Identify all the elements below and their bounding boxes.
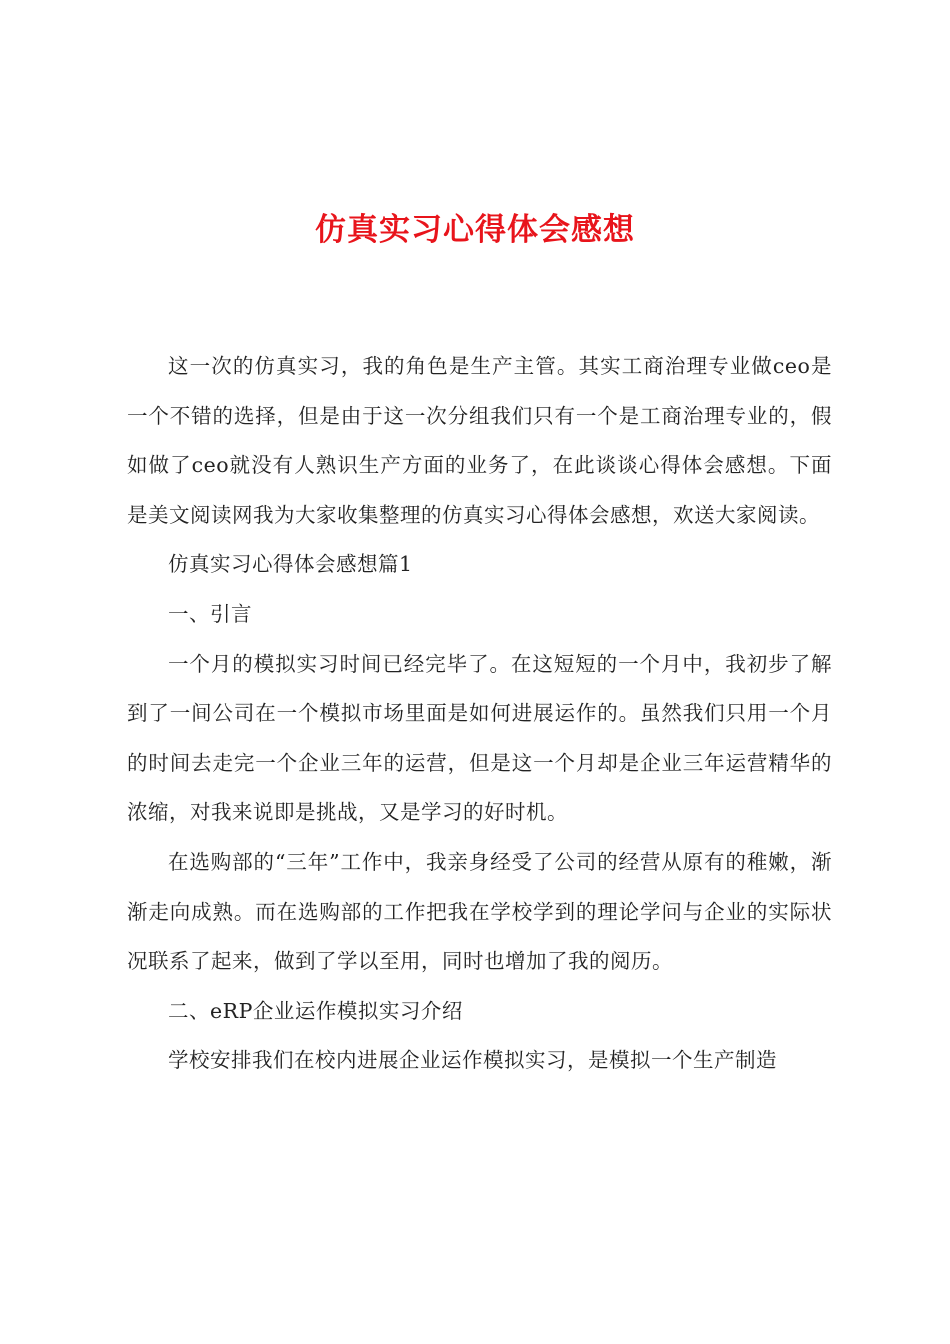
section-heading-erp: 二、eRP企业运作模拟实习介绍	[168, 998, 463, 1023]
section-heading-part1: 仿真实习心得体会感想篇1	[168, 552, 413, 577]
paragraph-internship-summary: 一个月的模拟实习时间已经完毕了。在这短短的一个月中，我初步了解到了一间公司在一个模拟市场里面是如何进展运作的。虽然我们只用一个月的时间去走完一个企业三年的运营，但是这一个月却是企业三年运营精华的浓缩，对我来说即是挑战，又是学习的好时机。	[127, 651, 832, 825]
paragraph-intro: 这一次的仿真实习，我的角色是生产主管。其实工商治理专业做ceo是一个不错的选择，但是由于这一次分组我们只有一个是工商治理专业的，假如做了ceo就没有人熟识生产方面的业务了，在此谈谈心得体会感想。下面是美文阅读网我为大家收集整理的仿真实习心得体会感想，欢送大家阅读。	[127, 354, 832, 527]
paragraph-erp-intro: 学校安排我们在校内进展企业运作模拟实习，是模拟一个生产制造	[168, 1048, 777, 1073]
paragraph-purchasing-work: 在选购部的“三年”工作中，我亲身经受了公司的经营从原有的稚嫩，渐渐走向成熟。而在选购部的工作把我在学校学到的理论学问与企业的实际状况联系了起来，做到了学以至用，同时也增加了我的阅历。	[127, 849, 832, 974]
document-title: 仿真实习心得体会感想	[315, 212, 635, 248]
document-body	[127, 342, 832, 1086]
section-heading-intro: 一、引言	[168, 601, 252, 626]
